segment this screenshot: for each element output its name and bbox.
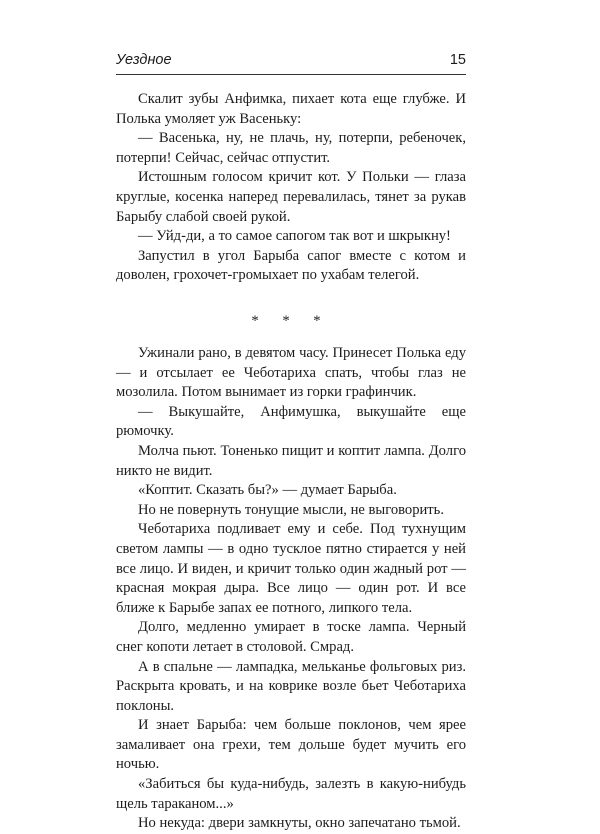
paragraph: Ужинали рано, в девятом часу. Принесет Полька еду — и отсылает ее Чеботариха спать, чтобы глаз не мозолила. Потом вынимает из горки графинчик.: [116, 345, 466, 401]
paragraph: Но некуда: двери замкнуты, окно запечатано тьмой.: [138, 815, 461, 832]
page-number: 15: [449, 52, 466, 68]
text-block-before-break: [116, 90, 466, 286]
paragraph: Скалит зубы Анфимка, пихает кота еще глубже. И Полька умоляет уж Васеньку:: [116, 91, 466, 127]
paragraph: «Коптит. Сказать бы?» — думает Барыба.: [138, 482, 397, 499]
paragraph: Истошным голосом кричит кот. У Польки — глаза круглые, косенка наперед перевалилась, тянет за рукав Барыбу слабой своей рукой.: [116, 169, 466, 225]
paragraph: «Забиться бы куда-нибудь, залезть в какую-нибудь щель тараканом...»: [116, 776, 466, 812]
text-block-after-break: [116, 344, 466, 834]
paragraph: А в спальне — лампадка, мельканье фольговых риз. Раскрыта кровать, и на коврике возле бьет Чеботариха поклоны.: [116, 658, 466, 714]
book-page: [116, 50, 466, 832]
paragraph: — Выкушайте, Анфимушка, выкушайте еще рюмочку.: [116, 403, 466, 440]
paragraph: И знает Барыба: чем больше поклонов, чем ярее замаливает она грехи, тем дольше будет мучить его ночью.: [116, 717, 466, 773]
running-title: Уездное: [116, 52, 172, 68]
header-rule: [116, 74, 466, 75]
paragraph: Долго, медленно умирает в тоске лампа. Черный снег копоти летает в столовой. Смрад.: [116, 619, 466, 655]
paragraph: Запустил в угол Барыба сапог вместе с котом и доволен, грохочет-громыхает по ухабам телегой.: [116, 247, 466, 284]
paragraph: Но не повернуть тонущие мысли, не выговорить.: [138, 501, 444, 518]
paragraph: — Васенька, ну, не плачь, ну, потерпи, ребеночек, потерпи! Сейчас, сейчас отпустит.: [116, 130, 466, 166]
section-break: * * *: [251, 313, 331, 329]
paragraph: — Уйд-ди, а то самое сапогом так вот и шкрыкну!: [138, 228, 451, 245]
paragraph: Чеботариха подливает ему и себе. Под тухнущим светом лампы — в одно тусклое пятно стирается у ней все лицо. И виден, и кричит только один жадный рот — красная мокрая дыра. Все лицо — один рот. И все ближе к Барыбе запах ее потного, липкого тела.: [116, 521, 466, 616]
page-header: [116, 50, 466, 70]
paragraph: Молча пьют. Тоненько пищит и коптит лампа. Долго никто не видит.: [116, 442, 466, 479]
